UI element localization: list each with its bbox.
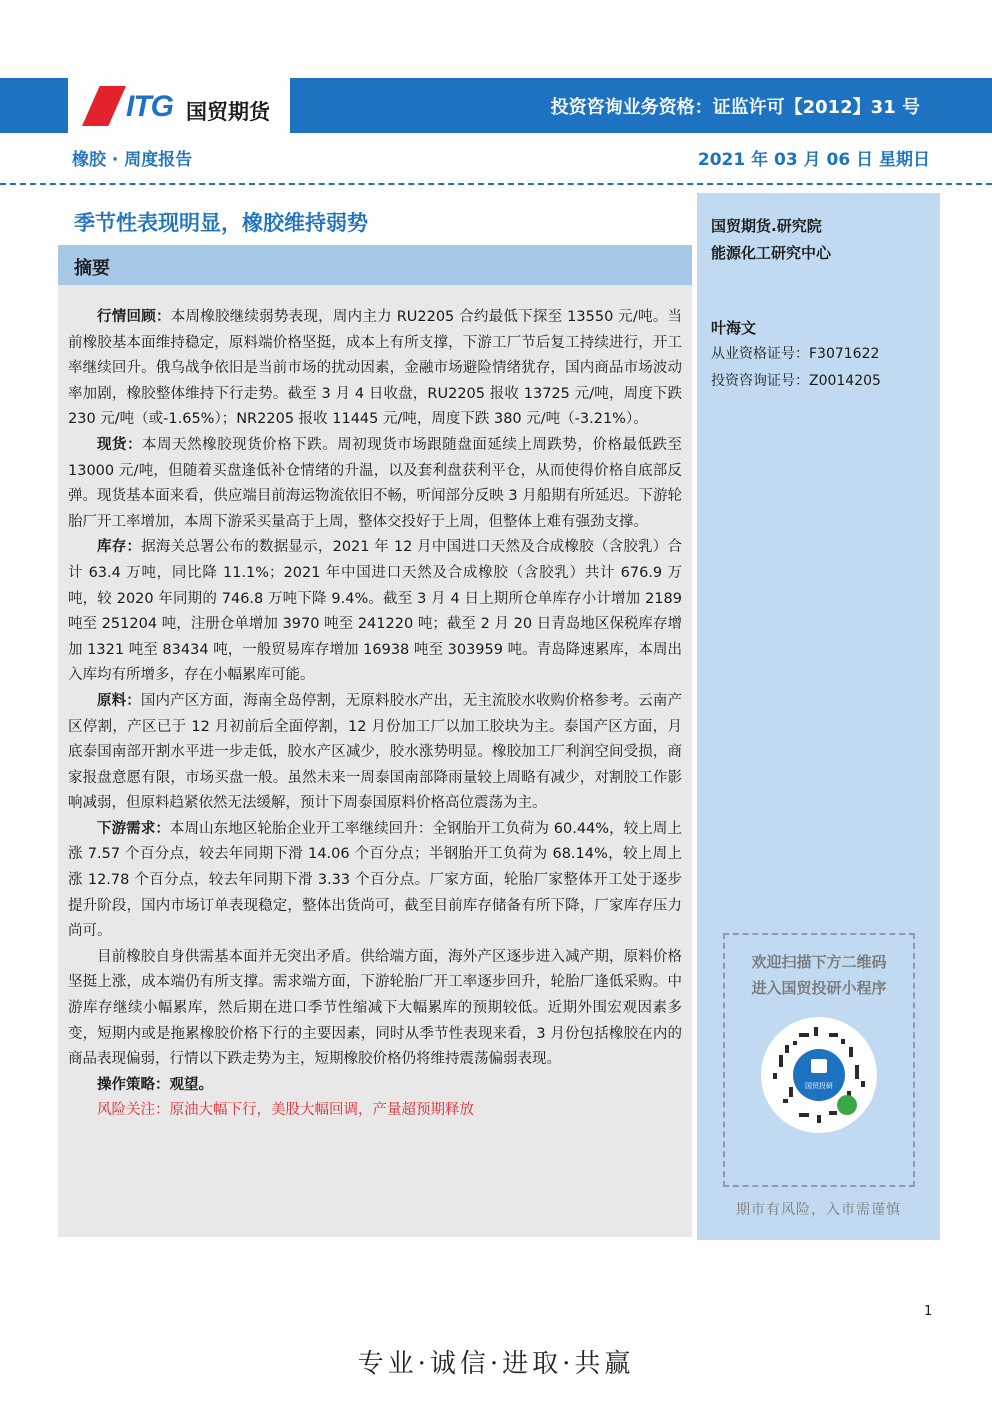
report-title: 季节性表现明显，橡胶维持弱势 [74, 211, 368, 235]
paragraph-market-review: 行情回顾：本周橡胶继续弱势表现，周内主力 RU2205 合约最低下探至 13550 元/吨。当前橡胶基本面维持稳定，原料端价格坚挺，成本上有所支撑，下游工厂节后复工持续进行，开工率继续回升。俄乌战争依旧是当前市场的扰动因素，金融市场避险情绪犹存，国内商品市场波动率加剧，橡胶整体维持下行走势。截至 3 月 4 日收盘，RU2205 报收 13725 元/吨，周度下跌 230 元/吨（或-1.65%）；NR2205 报收 11445 元/吨，周度下跌 380 元/吨（-3.21%）。 [68, 309, 682, 428]
qr-caption: 欢迎扫描下方二维码 进入国贸投研小程序 [751, 953, 887, 997]
header-divider [0, 183, 992, 185]
sidebar [697, 193, 940, 1240]
license-text: 投资咨询业务资格：证监许可【2012】31 号 [550, 97, 920, 118]
report-date: 2021 年 03 月 06 日 星期日 [697, 150, 930, 170]
report-type: 橡胶 · 周度报告 [72, 150, 193, 170]
logo-company-name: 国贸期货 [186, 100, 270, 124]
paragraph-summary: 目前橡胶自身供需基本面并无突出矛盾。供给端方面，海外产区逐步进入减产期，原料价格坚挺上涨，成本端仍有所支撑。需求端方面，下游轮胎厂开工率逐步回升，轮胎厂逢低采购。中游库存继续小幅累库，然后期在进口季节性缩减下大幅累库的预期较低。近期外围宏观因素多变，短期内或是拖累橡胶价格下行的主要因素，同时从季节性表现来看，3 月份包括橡胶在内的商品表现偏弱，行情以下跌走势为主，短期橡胶价格仍将维持震荡偏弱表现。 [68, 948, 682, 1068]
author-name: 叶海文 [711, 319, 757, 337]
logo-text: ITG [126, 90, 173, 123]
paragraph-downstream: 下游需求：本周山东地区轮胎企业开工率继续回升：全钢胎开工负荷为 60.44%，较上周上涨 7.57 个百分点，较去年同期下滑 14.06 个百分点；半钢胎开工负荷为 68.14%，较上周上涨 12.78 个百分点，较去年同期下滑 3.33 个百分点。厂家方面，轮胎厂家整体开工处于逐步提升阶段，国内市场订单表现稳定，整体出货尚可，截至目前库存储备有所下降，厂家库存压力尚可。 [68, 820, 682, 940]
page-number: 1 [924, 1304, 933, 1319]
paragraph-inventory: 库存：据海关总署公布的数据显示，2021 年 12 月中国进口天然及合成橡胶（含胶乳）合计 63.4 万吨，同比降 11.1%；2021 年中国进口天然及合成橡胶（含胶乳）共计 676.9 万吨，较 2020 年同期的 746.8 万吨下降 9.4%。截至 3 月 4 日上期所仓单库存小计增加 2189 吨至 251204 吨，注册仓单增加 3970 吨至 241220 吨；截至 2 月 20 日青岛地区保税库存增加 1321 吨至 83434 吨，一般贸易库存增加 16938 吨至 303959 吨。青岛降速累库，本周出入库均有所增多，存在小幅累库可能。 [68, 539, 683, 684]
institute-info [711, 213, 831, 267]
institute-name: 国贸期货.研究院 [711, 217, 822, 235]
strategy-line: 操作策略：观望。 [97, 1076, 213, 1093]
qr-panel [723, 933, 915, 1187]
logo-slash-icon [82, 86, 126, 126]
paragraph-raw-material: 原料：国内产区方面，海南全岛停割，无原料胶水产出，无主流胶水收购价格参考。云南产区停割，产区已于 12 月初前后全面停割，12 月份加工厂以加工胶块为主。泰国产区方面，月底泰国南部开割水平进一步走低，胶水产区减少，胶水涨势明显。橡胶加工厂利润空间受损，商家报盘意愿有限，市场买盘一般。虽然未来一周泰国南部降雨量较上周略有减少，对割胶工作影响减弱，但原料趋紧依然无法缓解，预计下周泰国原料价格高位震荡为主。 [68, 692, 683, 812]
abstract-body [68, 305, 682, 1124]
company-slogan: 专业·诚信·进取·共赢 [357, 1349, 635, 1379]
company-logo [68, 78, 290, 133]
abstract-header [58, 245, 692, 285]
wechat-mini-program-icon [837, 1095, 857, 1115]
qr-center-label: 国贸投研 [805, 1082, 833, 1090]
risk-line: 风险关注：原油大幅下行，美股大幅回调，产量超预期释放 [97, 1102, 474, 1119]
abstract-content [58, 285, 692, 1237]
paragraph-spot: 现货：本周天然橡胶现货价格下跌。周初现货市场跟随盘面延续上周跌势，价格最低跌至 13000 元/吨，但随着买盘逢低补仓情绪的升温，以及套利盘获利平仓，从而使得价格自底部反弹。现货基本面来看，供应端目前海运物流依旧不畅，听闻部分反映 3 月船期有所延迟。下游轮胎厂开工率增加，本周下游采买量高于上周，整体交投好于上周，但整体上难有强劲支撑。 [68, 436, 683, 530]
author-license-2: 投资咨询证号：Z0014205 [711, 373, 881, 389]
mini-program-qr-code[interactable] [759, 1015, 879, 1135]
abstract-label: 摘要 [74, 258, 110, 279]
author-license-1: 从业资格证号：F3071622 [711, 346, 880, 362]
institute-center: 能源化工研究中心 [711, 244, 832, 262]
risk-notice: 期市有风险，入市需谨慎 [736, 1202, 901, 1218]
